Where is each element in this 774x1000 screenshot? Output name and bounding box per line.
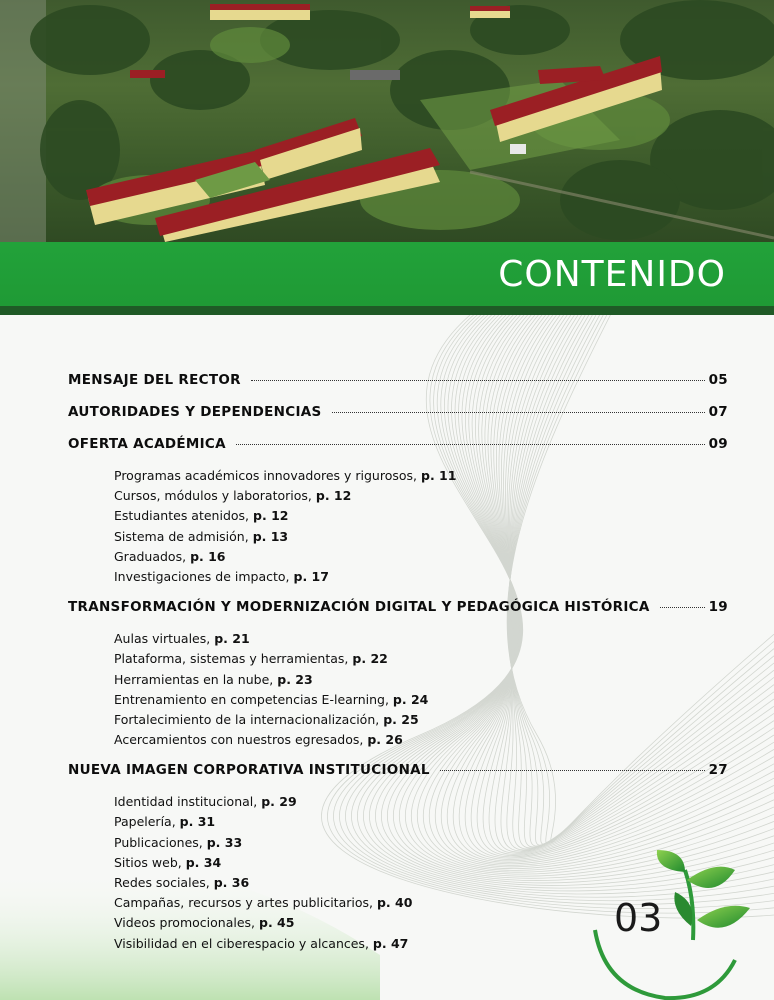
toc-subitem[interactable] (68, 527, 728, 547)
dot-leader (251, 380, 705, 381)
dot-leader (236, 444, 705, 445)
dot-leader (332, 412, 705, 413)
toc-subitem-page: p. 40 (376, 895, 413, 911)
toc-subitem-text: Herramientas en la nube, (114, 671, 274, 687)
toc-subitem-text: Publicaciones, (114, 834, 203, 850)
toc-subitem[interactable] (68, 730, 728, 750)
toc-subitem-page: p. 11 (421, 468, 457, 483)
toc-subitem-page: p. 36 (213, 875, 250, 890)
toc-subitem-page: p. 25 (383, 711, 419, 727)
toc-subitem-text: Sitios web, (114, 854, 182, 870)
toc-subitem[interactable] (68, 506, 728, 526)
toc-subitem-page: p. 45 (259, 915, 295, 931)
toc-subitem[interactable] (68, 629, 728, 649)
toc-section-page: 07 (708, 404, 728, 420)
toc-subitem-text: Identidad institucional, (114, 794, 258, 810)
toc-subitem-page: p. 12 (253, 508, 289, 524)
toc-section[interactable] (68, 404, 728, 426)
toc-subitem-page: p. 34 (185, 854, 222, 870)
toc-subitem-page: p. 29 (261, 794, 297, 810)
toc-subitem-text: Entrenamiento en competencias E-learning, (114, 691, 389, 707)
toc-subitem-page: p. 16 (190, 548, 226, 564)
toc-subitem-page: p. 21 (214, 631, 250, 647)
toc-section-title: MENSAJE DEL RECTOR (68, 372, 241, 388)
toc-section[interactable] (68, 372, 728, 394)
toc-section-title: TRANSFORMACIÓN Y MODERNIZACIÓN DIGITAL Y PEDAGÓGICA HISTÓRICA (68, 599, 650, 616)
campus-aerial-photo (0, 0, 774, 242)
page-number: 03 (614, 896, 663, 940)
toc-section-page: 09 (708, 436, 728, 452)
toc-section-page: 05 (708, 372, 728, 388)
toc-subitem-text: Acercamientos con nuestros egresados, (114, 732, 364, 748)
toc-subitem-page: p. 31 (179, 814, 216, 830)
toc-subitem-page: p. 24 (392, 691, 429, 707)
toc-subitem-text: Videos promocionales, (114, 915, 256, 931)
toc-subitem-page: p. 23 (277, 671, 313, 687)
toc-section-title: OFERTA ACADÉMICA (68, 436, 226, 452)
toc-section-page: 19 (708, 599, 728, 616)
toc-subitem-text: Estudiantes atenidos, (114, 508, 250, 524)
toc-subitem-text: Cursos, módulos y laboratorios, (114, 488, 312, 504)
title-band-underline (0, 306, 774, 315)
toc-subitem[interactable] (68, 690, 728, 710)
toc-subitem-text: Fortalecimiento de la internacionalización, (114, 711, 380, 727)
toc-subitem-page: p. 22 (352, 651, 388, 667)
toc-subitem[interactable] (68, 547, 728, 567)
toc-subitem-page: p. 47 (372, 935, 409, 951)
toc-subitem[interactable] (68, 710, 728, 730)
toc-subitem-text: Investigaciones de impacto, (114, 568, 290, 584)
page-title: CONTENIDO (498, 254, 726, 295)
toc-section-page: 27 (708, 762, 728, 779)
toc-subitem-text: Campañas, recursos y artes publicitarios, (114, 895, 373, 911)
toc-subitem-page: p. 26 (367, 732, 403, 748)
toc-section[interactable] (68, 599, 728, 621)
sprout-icon (585, 850, 755, 1000)
campus-illustration (0, 0, 774, 242)
toc-subitem-page: p. 12 (315, 488, 352, 504)
toc-subitem[interactable] (68, 792, 728, 812)
toc-subitem-page: p. 13 (252, 528, 289, 544)
toc-section[interactable] (68, 762, 728, 784)
toc-subitem[interactable] (68, 567, 728, 587)
toc-subitem-text: Sistema de admisión, (114, 528, 249, 544)
toc-subitem[interactable] (68, 649, 728, 669)
toc-subitem[interactable] (68, 486, 728, 506)
toc-section-title: AUTORIDADES Y DEPENDENCIAS (68, 404, 322, 420)
toc-subitem-text: Graduados, (114, 548, 187, 564)
toc-subitem-text: Aulas virtuales, (114, 631, 211, 647)
dot-leader (440, 770, 705, 771)
toc-subitem-text: Redes sociales, (114, 875, 210, 890)
toc-subitem-text: Papelería, (114, 814, 176, 830)
toc-subitem[interactable] (68, 466, 728, 486)
toc-subitem-page: p. 17 (293, 568, 329, 584)
toc-subitem[interactable] (68, 670, 728, 690)
toc-subitem-text: Visibilidad en el ciberespacio y alcances, (114, 935, 369, 951)
toc-subitem-text: Programas académicos innovadores y rigurosos, (114, 468, 418, 483)
toc-section[interactable] (68, 436, 728, 458)
toc-subitem[interactable] (68, 812, 728, 832)
dot-leader (660, 607, 705, 608)
toc-subitem-text: Plataforma, sistemas y herramientas, (114, 651, 349, 667)
toc-section-title: NUEVA IMAGEN CORPORATIVA INSTITUCIONAL (68, 762, 430, 779)
toc-subitem-page: p. 33 (206, 834, 243, 850)
